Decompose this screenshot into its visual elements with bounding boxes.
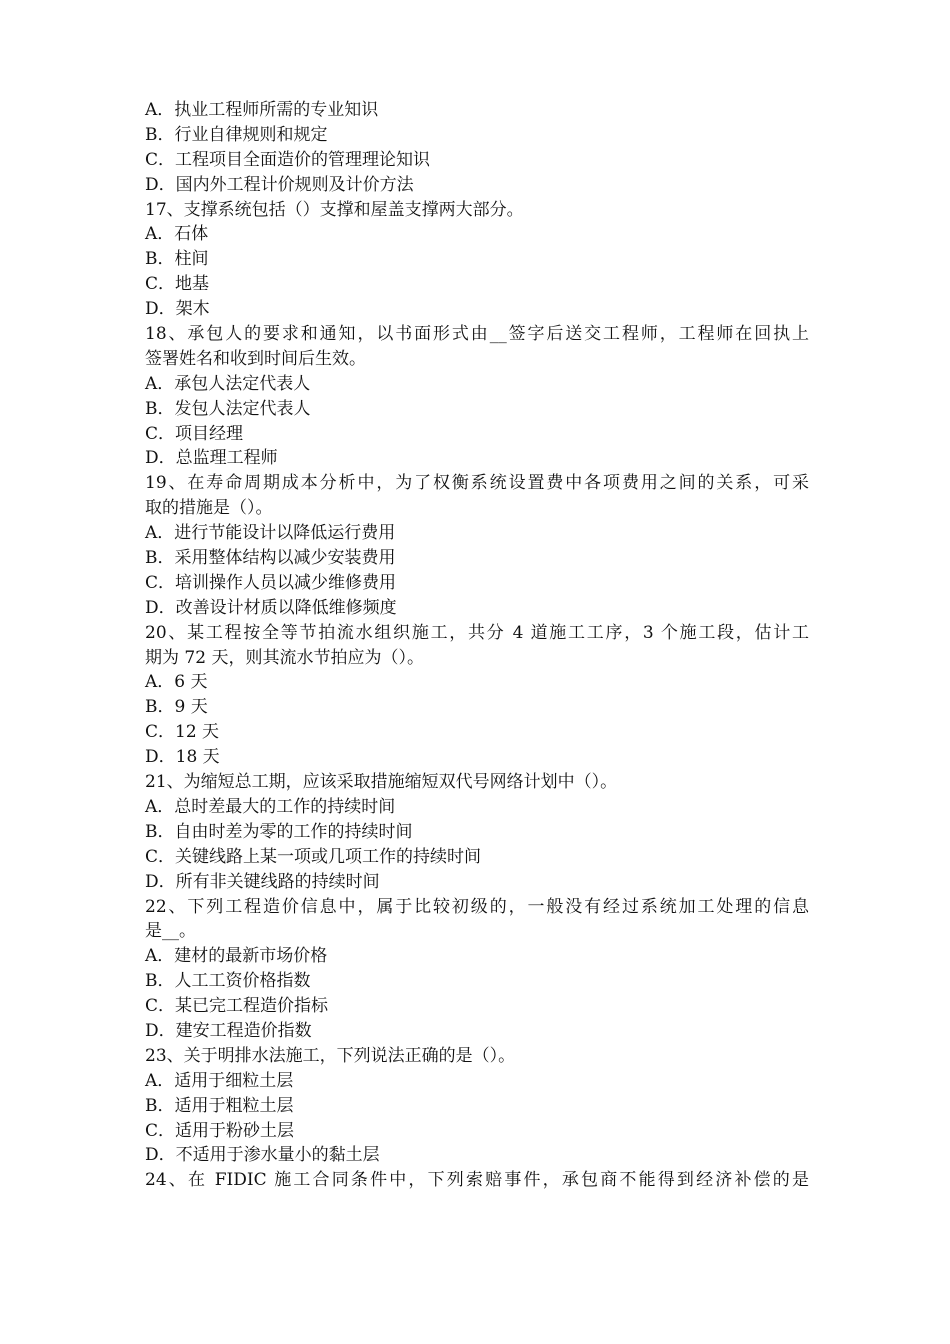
option-line: A．总时差最大的工作的持续时间 xyxy=(145,796,396,817)
option-line: B．发包人法定代表人 xyxy=(145,398,311,419)
question-line: 22、下列工程造价信息中，属于比较初级的，一般没有经过系统加工处理的信息 xyxy=(145,896,809,917)
question-line: 23、关于明排水法施工，下列说法正确的是（）。 xyxy=(145,1045,516,1066)
question-line: 24、在 FIDIC 施工合同条件中，下列索赔事件，承包商不能得到经济补偿的是 xyxy=(145,1170,809,1191)
question-line: 签署姓名和收到时间后生效。 xyxy=(145,348,366,369)
option-line: C．地基 xyxy=(145,274,210,295)
option-line: B．柱间 xyxy=(145,249,209,270)
option-line: A．石体 xyxy=(145,224,209,245)
option-line: D．改善设计材质以降低维修频度 xyxy=(145,597,397,618)
option-line: C．适用于粉砂土层 xyxy=(145,1120,295,1141)
option-line: B．9 天 xyxy=(145,697,208,718)
option-line: C．项目经理 xyxy=(145,423,244,444)
question-line: 17、支撑系统包括（）支撑和屋盖支撑两大部分。 xyxy=(145,199,524,220)
option-line: D．架木 xyxy=(145,299,210,320)
option-line: B．自由时差为零的工作的持续时间 xyxy=(145,821,413,842)
option-line: C．12 天 xyxy=(145,722,220,743)
option-line: D．建安工程造价指数 xyxy=(145,1020,312,1041)
option-line: A．适用于细粒土层 xyxy=(145,1070,294,1091)
question-line: 18、承包人的要求和通知，以书面形式由__签字后送交工程师，工程师在回执上 xyxy=(145,324,809,345)
option-line: D．总监理工程师 xyxy=(145,448,278,469)
question-text-block xyxy=(145,98,809,1193)
option-line: B．人工工资价格指数 xyxy=(145,971,311,992)
question-line: 是__。 xyxy=(145,921,196,942)
option-line: D．国内外工程计价规则及计价方法 xyxy=(145,174,414,195)
option-line: B．采用整体结构以减少安装费用 xyxy=(145,548,396,569)
question-line: 20、某工程按全等节拍流水组织施工，共分 4 道施工工序，3 个施工段，估计工 xyxy=(145,622,809,643)
question-line: 21、为缩短总工期，应该采取措施缩短双代号网络计划中（）。 xyxy=(145,772,618,793)
option-line: D．所有非关键线路的持续时间 xyxy=(145,871,380,892)
question-line: 期为 72 天，则其流水节拍应为（）。 xyxy=(145,647,424,668)
option-line: D．不适用于渗水量小的黏土层 xyxy=(145,1145,380,1166)
option-line: A．建材的最新市场价格 xyxy=(145,946,328,967)
option-line: A．6 天 xyxy=(145,672,208,693)
option-line: B．行业自律规则和规定 xyxy=(145,124,328,145)
option-line: A．进行节能设计以降低运行费用 xyxy=(145,523,396,544)
option-line: C．工程项目全面造价的管理理论知识 xyxy=(145,149,431,170)
option-line: B．适用于粗粒土层 xyxy=(145,1095,294,1116)
option-line: C．关键线路上某一项或几项工作的持续时间 xyxy=(145,846,482,867)
option-line: A．承包人法定代表人 xyxy=(145,373,311,394)
option-line: A．执业工程师所需的专业知识 xyxy=(145,100,379,120)
option-line: C．某已完工程造价指标 xyxy=(145,996,329,1017)
option-line: D．18 天 xyxy=(145,747,220,768)
question-line: 19、在寿命周期成本分析中，为了权衡系统设置费中各项费用之间的关系，可采 xyxy=(145,473,809,494)
question-line: 取的措施是（）。 xyxy=(145,498,273,519)
option-line: C．培训操作人员以减少维修费用 xyxy=(145,572,397,593)
